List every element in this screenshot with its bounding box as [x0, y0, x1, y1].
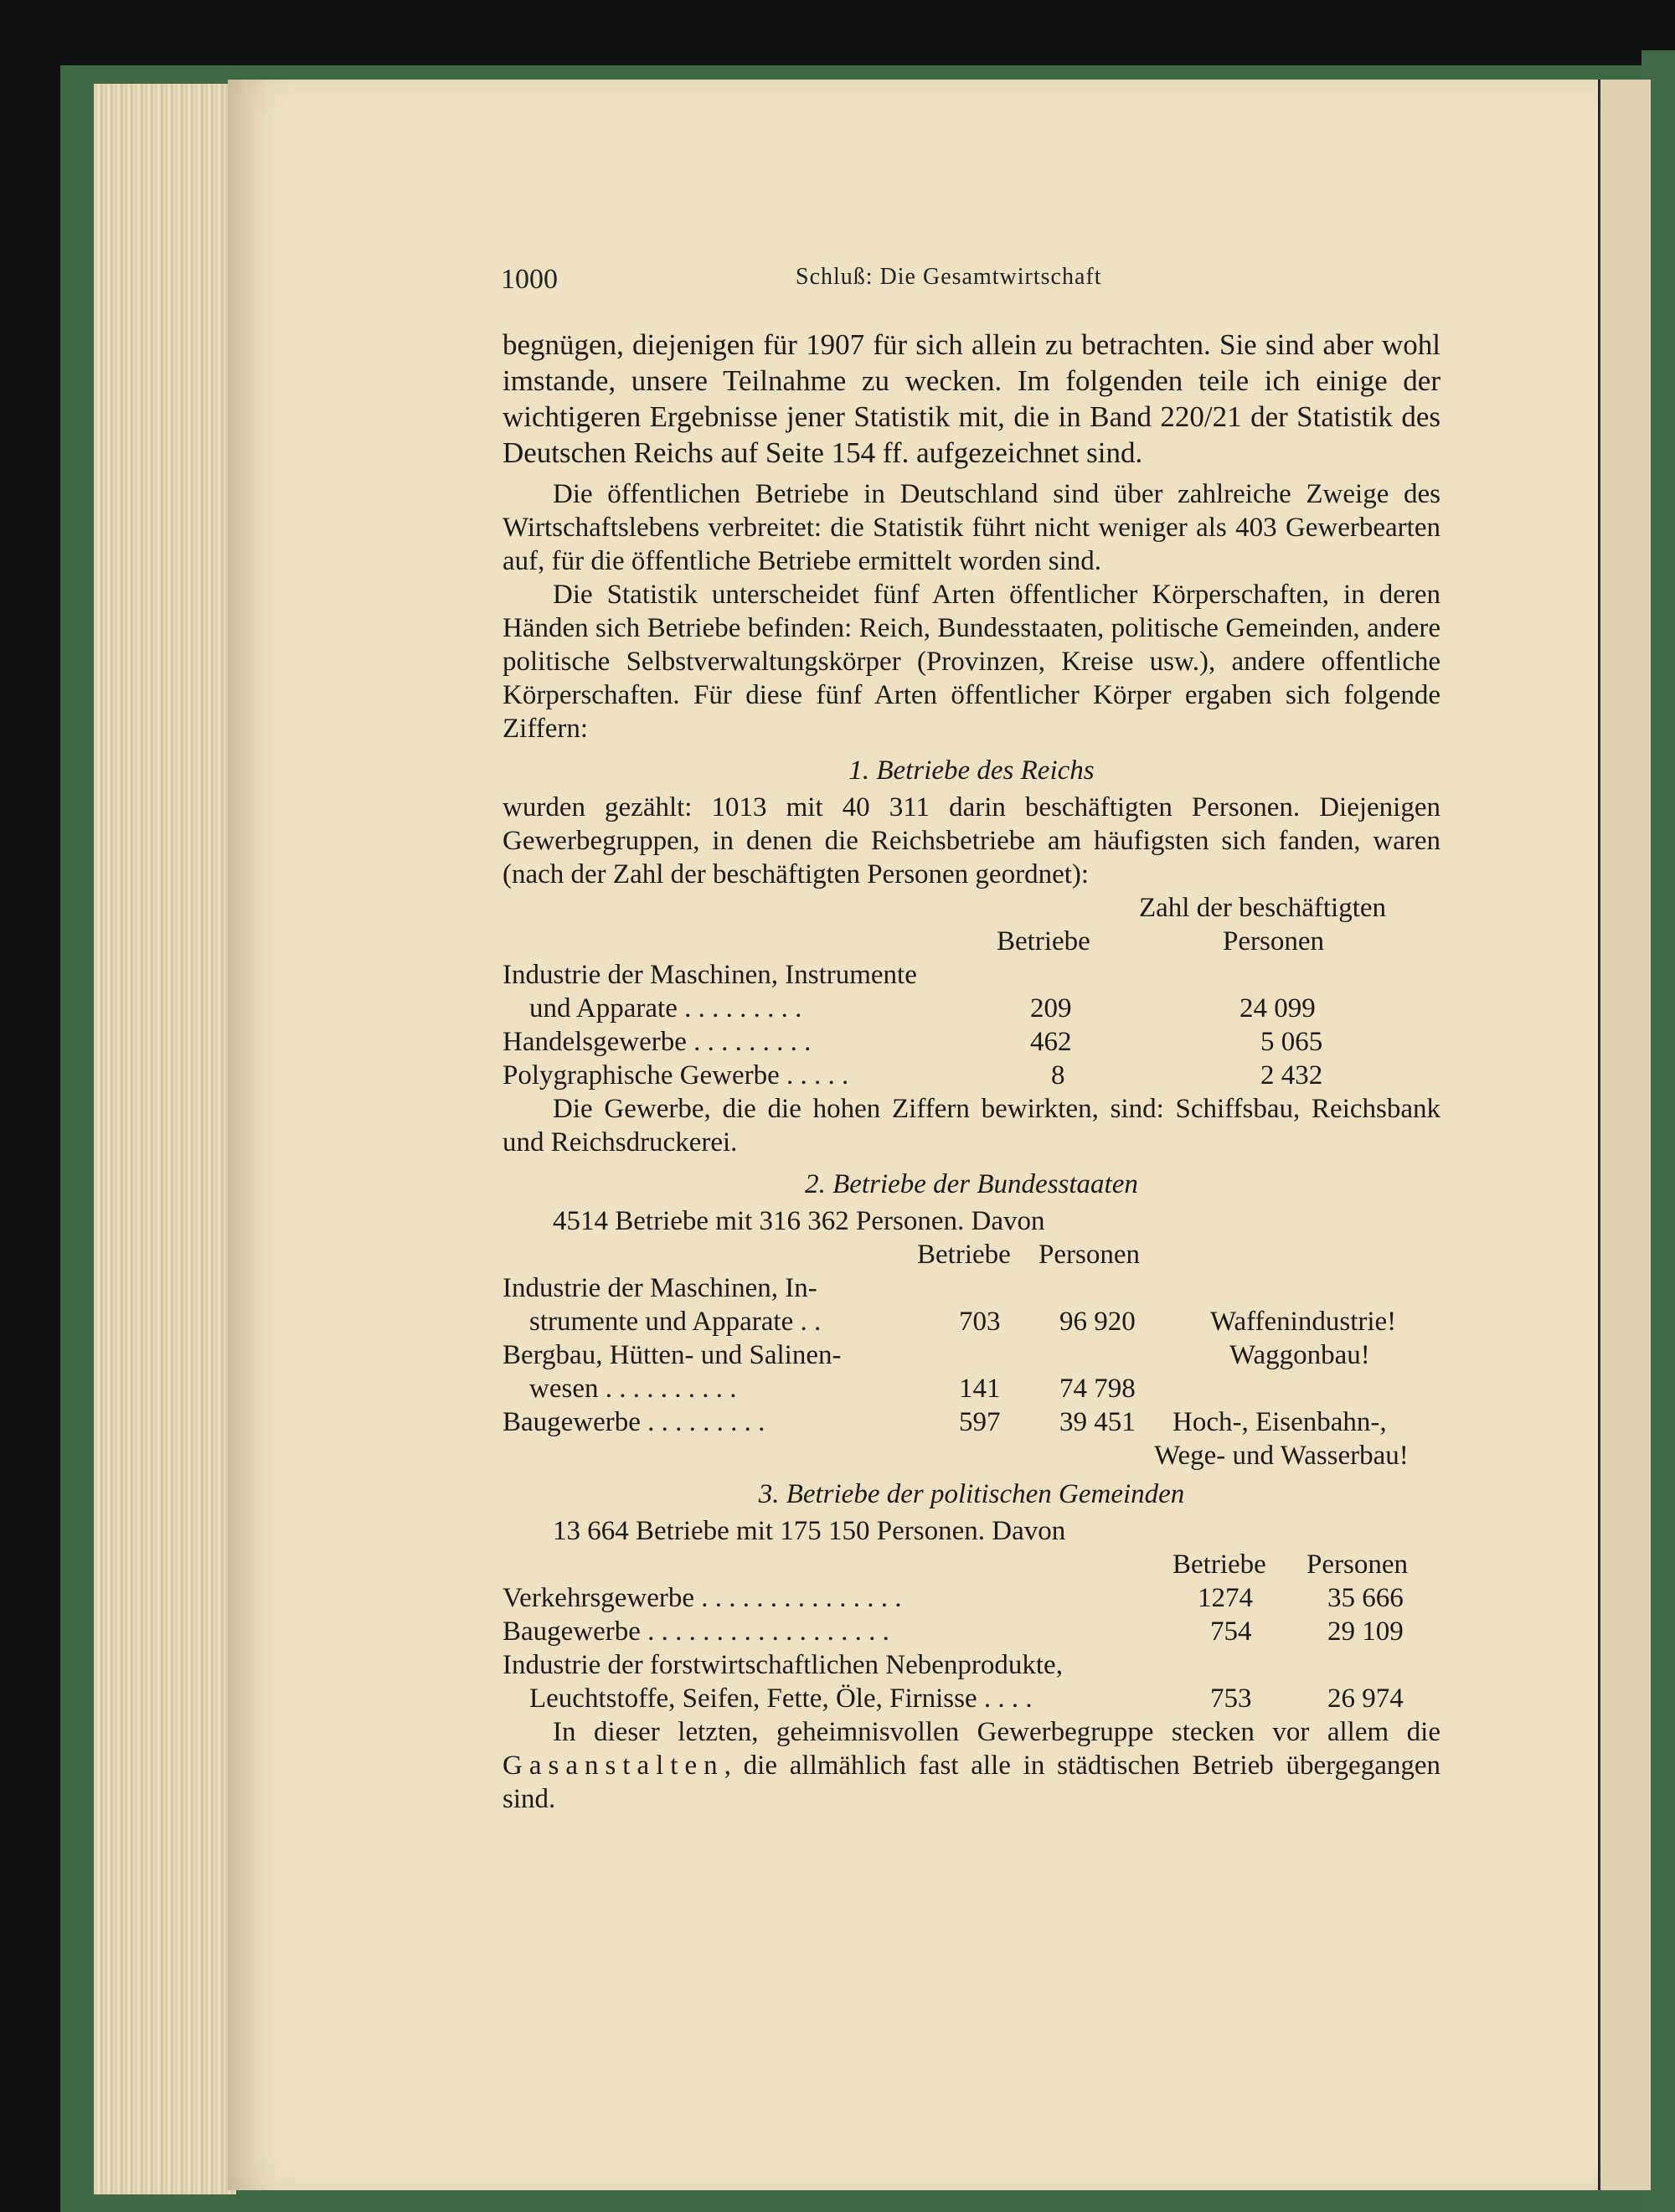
cell-personen: 29 109 [1327, 1616, 1404, 1647]
paragraph [502, 1715, 1440, 1816]
table-row [502, 1648, 1440, 1682]
column-header: Betriebe [917, 1240, 1011, 1270]
table-row [502, 1439, 1440, 1472]
cell-betriebe: 703 [959, 1307, 1001, 1337]
table-reich [502, 891, 1440, 1092]
table-header-row [502, 891, 1440, 925]
paragraph: 4514 Betriebe mit 316 362 Personen. Davon [553, 1206, 1045, 1236]
cell-personen: 2 432 [1260, 1060, 1323, 1091]
row-label: Handelsgewerbe . . . . . . . . . [502, 1027, 812, 1057]
cell-betriebe: 462 [1030, 1027, 1072, 1057]
page-header [501, 264, 1440, 306]
table-gemeinden [502, 1548, 1440, 1715]
row-label: Leuchtstoffe, Seifen, Fette, Öle, Firnisse . . . . [529, 1683, 1033, 1714]
section-title: 3. Betriebe der politischen Gemeinden [758, 1479, 1185, 1509]
table-bundesstaaten [502, 1238, 1440, 1472]
facing-page-edge [1598, 80, 1651, 2190]
cell-betriebe: 141 [959, 1374, 1001, 1404]
section-title: 1. Betriebe des Reichs [848, 755, 1095, 786]
paragraph: wurden gezählt: 1013 mit 40 311 darin beschäftigten Personen. Diejenigen Gewerbegruppen, in denen die Reichsbetriebe am häufigsten sich fanden, waren (nach der Zahl der beschäftigten Personen geordnet): [502, 792, 1440, 889]
body-text [502, 327, 1440, 1816]
column-header: Betriebe [997, 926, 1090, 956]
row-label: Baugewerbe . . . . . . . . . . . . . . . . . . [502, 1616, 889, 1647]
cell-betriebe: 209 [1030, 993, 1072, 1024]
paragraph-text: In dieser letzten, geheimnisvollen Gewerbegruppe stecken vor allem die [553, 1717, 1440, 1747]
paragraph: Die Gewerbe, die die hohen Ziffern bewirkten, sind: Schiffsbau, Reichsbank und Reichsdruckerei. [502, 1094, 1440, 1158]
row-label: Verkehrsgewerbe . . . . . . . . . . . . . . . [502, 1583, 902, 1613]
column-header: Zahl der beschäftigten [1139, 893, 1387, 923]
cell-personen: 5 065 [1260, 1027, 1323, 1057]
table-row [502, 992, 1440, 1025]
cell-personen: 39 451 [1059, 1407, 1136, 1437]
table-row [502, 1682, 1440, 1715]
table-header-row [502, 1548, 1440, 1581]
table-header-row [502, 1238, 1440, 1271]
column-header: Betriebe [1172, 1549, 1266, 1580]
page-edges [94, 84, 236, 2194]
table-row [502, 1372, 1440, 1405]
row-label: und Apparate . . . . . . . . . [529, 993, 802, 1024]
running-title: Schluß: Die Gesamtwirtschaft [796, 264, 1102, 290]
cell-betriebe: 754 [1210, 1616, 1252, 1647]
cell-note: Wege- und Wasserbau! [1154, 1441, 1409, 1471]
cell-betriebe: 753 [1210, 1683, 1252, 1714]
row-label: strumente und Apparate . . [529, 1307, 822, 1337]
cell-personen: 26 974 [1327, 1683, 1404, 1714]
paragraph: begnügen, diejenigen für 1907 für sich allein zu betrachten. Sie sind aber wohl imstande, unsere Teilnahme zu wecken. Im folgenden teile ich einige der wichtigeren Ergebnisse jener Statistik mit, die in Band 220/21 der Statistik des Deutschen Reichs auf Seite 154 ff. aufgezeichnet sind. [502, 328, 1440, 469]
table-row [502, 1025, 1440, 1059]
row-label: Polygraphische Gewerbe . . . . . [502, 1060, 849, 1091]
table-row [502, 1405, 1440, 1439]
row-label: Industrie der Maschinen, In- [502, 1273, 817, 1303]
cell-personen: 96 920 [1059, 1307, 1136, 1337]
spaced-term: Gasanstalten [502, 1751, 724, 1781]
table-header-row [502, 925, 1440, 958]
column-header: Personen [1038, 1240, 1140, 1270]
cell-betriebe: 597 [959, 1407, 1001, 1437]
row-label: Baugewerbe . . . . . . . . . [502, 1407, 765, 1437]
row-label: wesen . . . . . . . . . . [529, 1374, 737, 1404]
cell-note: Waffenindustrie! [1210, 1307, 1397, 1337]
row-label: Industrie der forstwirtschaftlichen Nebenprodukte, [502, 1650, 1063, 1680]
cell-betriebe: 1274 [1198, 1583, 1253, 1613]
table-row [502, 1305, 1440, 1338]
paragraph: Die Statistik unterscheidet fünf Arten öffentlicher Körperschaften, in deren Händen sich Betriebe befinden: Reich, Bundesstaaten, politische Gemeinden, andere politische Selbstverwaltungskörper (Provinzen, Kreise usw.), andere offentliche Körperschaften. Für diese fünf Arten öffentlicher Körper ergaben sich folgende Ziffern: [502, 580, 1440, 744]
section-title: 2. Betriebe der Bundesstaaten [805, 1169, 1138, 1199]
cell-note: Waggonbau! [1229, 1340, 1370, 1370]
table-row [502, 1581, 1440, 1615]
cell-personen: 74 798 [1059, 1374, 1136, 1404]
page-number: 1000 [501, 264, 558, 295]
column-header: Personen [1223, 926, 1324, 956]
row-label: Industrie der Maschinen, Instrumente [502, 960, 917, 990]
table-row [502, 1338, 1440, 1372]
cell-personen: 24 099 [1240, 993, 1316, 1024]
paragraph: Die öffentlichen Betriebe in Deutschland sind über zahlreiche Zweige des Wirtschaftslebens verbreitet: die Statistik führt nicht weniger als 403 Gewerbearten auf, für die öffentliche Betriebe ermittelt worden sind. [502, 479, 1440, 576]
cell-note: Hoch-, Eisenbahn-, [1172, 1407, 1387, 1437]
cell-personen: 35 666 [1327, 1583, 1404, 1613]
row-label: Bergbau, Hütten- und Salinen- [502, 1340, 842, 1370]
table-row [502, 958, 1440, 992]
paragraph: 13 664 Betriebe mit 175 150 Personen. Davon [553, 1516, 1066, 1546]
paragraph-text: , die allmählich fast alle in städtischen Betrieb übergegangen sind. [502, 1751, 1440, 1814]
table-row [502, 1271, 1440, 1305]
table-row [502, 1059, 1440, 1092]
column-header: Personen [1306, 1549, 1408, 1580]
table-row [502, 1615, 1440, 1648]
cell-betriebe: 8 [1051, 1060, 1065, 1091]
